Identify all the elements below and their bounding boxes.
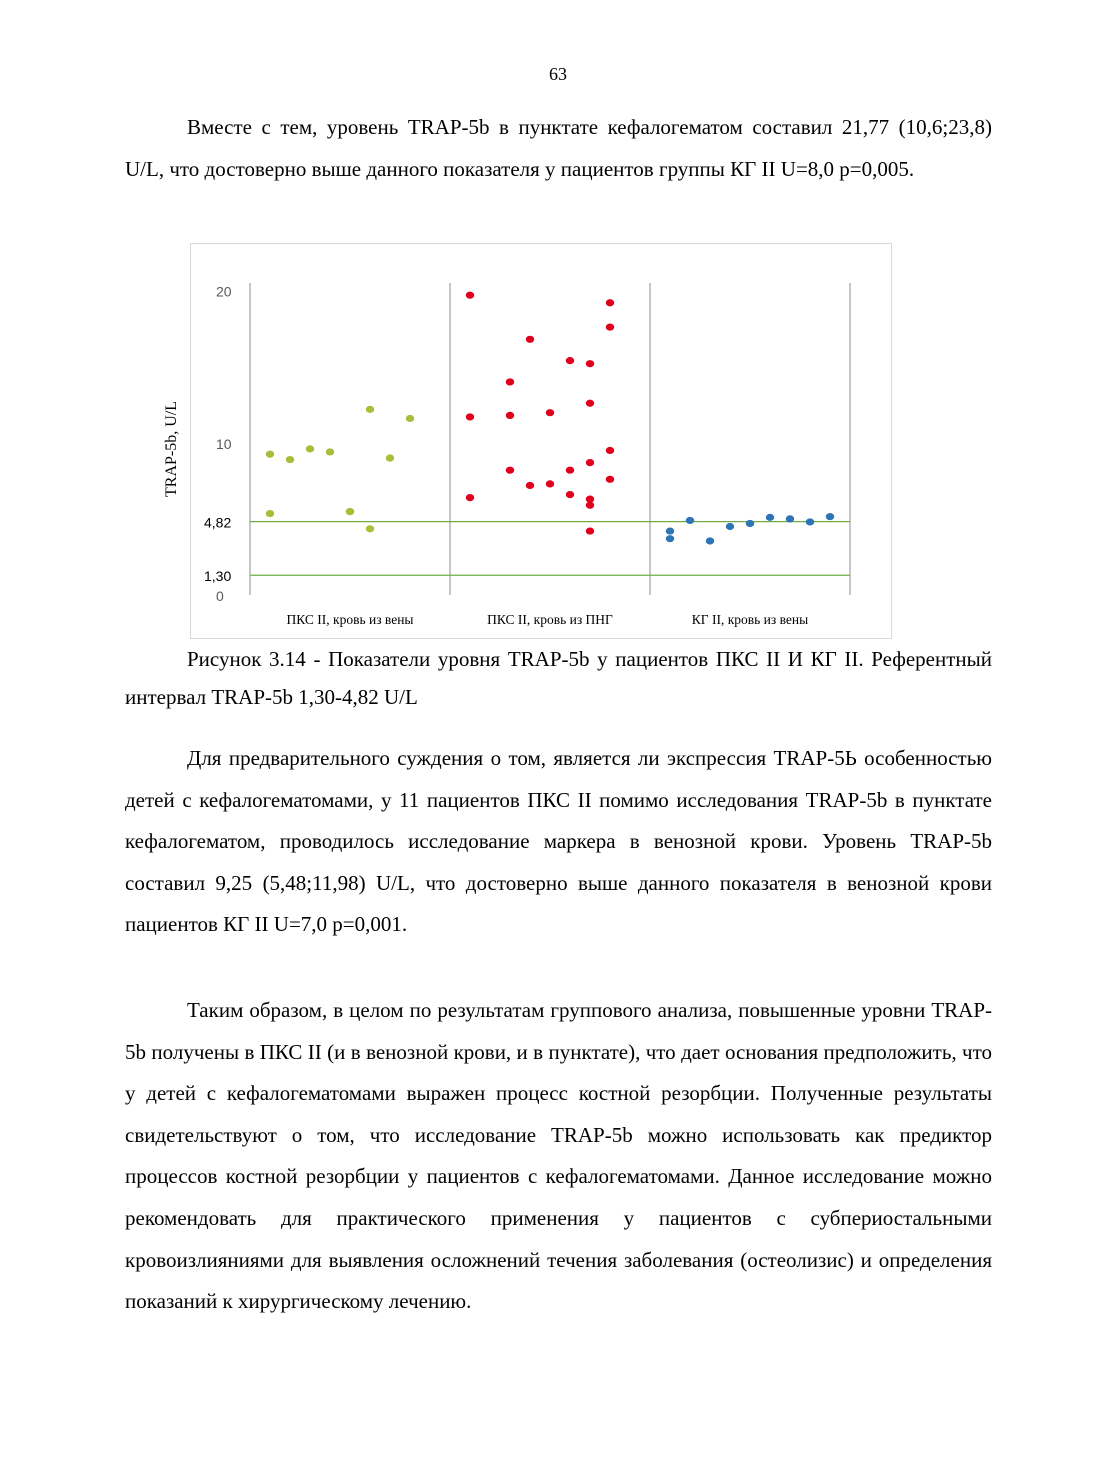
- paragraph-intro: Вместе с тем, уровень TRAP-5b в пунктате кефалогематом составил 21,77 (10,6;23,8) U/L, что достоверно выше данного показателя у пациентов группы КГ II U=8,0 p=0,005.: [125, 115, 992, 181]
- y-axis-label: TRAP-5b, U/L: [163, 401, 180, 497]
- data-point: [326, 448, 334, 455]
- data-point: [746, 520, 754, 527]
- data-point: [586, 400, 594, 407]
- category-label: ПКС II, кровь из ПНГ: [487, 612, 613, 627]
- y-tick-label: 10: [216, 435, 232, 452]
- data-point: [786, 515, 794, 522]
- data-point: [506, 378, 514, 385]
- reference-line-label: 4,82: [204, 514, 232, 531]
- data-point: [706, 537, 714, 544]
- data-point: [506, 412, 514, 419]
- data-point: [506, 467, 514, 474]
- data-point: [586, 502, 594, 509]
- data-point: [466, 292, 474, 299]
- data-point: [566, 467, 574, 474]
- data-point: [286, 456, 294, 463]
- data-point: [806, 518, 814, 525]
- scatter-chart: [163, 243, 892, 639]
- data-point: [666, 527, 674, 534]
- data-point: [766, 514, 774, 521]
- data-point: [266, 451, 274, 458]
- data-point: [546, 409, 554, 416]
- data-point: [386, 454, 394, 461]
- figure-trap5b-scatter: [163, 243, 892, 639]
- data-point: [466, 494, 474, 501]
- data-point: [406, 415, 414, 422]
- data-point: [266, 510, 274, 517]
- chart-frame: [191, 244, 892, 639]
- data-point: [726, 523, 734, 530]
- paragraph-conclusion: Таким образом, в целом по результатам группового анализа, повышенные уровни TRAP-5b получены в ПКС II (и в венозной крови, и в пунктате), что дает основания предположить, что у детей с кефалогематомами выражен процесс костной резорбции. Полученные результаты свидетельствуют о том, что исследование TRAP-5b можно использовать как предиктор процессов костной резорбции у пациентов с кефалогематомами. Данное исследование можно рекомендовать для практического применения у пациентов с субпериостальными кровоизлияниями для выявления осложнений течения заболевания (остеолизис) и определения показаний к хирургическому лечению.: [125, 998, 992, 1314]
- data-point: [606, 476, 614, 483]
- paragraph-venous-blood: Для предварительного суждения о том, является ли экспрессия TRAP-5Ь особенностью детей с кефалогематомами, у 11 пациентов ПКС II помимо исследования TRAP-5b в пунктате кефалогематом, проводилось исследование маркера в венозной крови. Уровень TRAP-5b составил 9,25 (5,48;11,98) U/L, что достоверно выше данного показателя в венозной крови пациентов КГ II U=7,0 p=0,001.: [125, 746, 992, 937]
- data-point: [686, 517, 694, 524]
- y-tick-label: 0: [216, 588, 224, 604]
- data-point: [586, 459, 594, 466]
- data-point: [606, 299, 614, 306]
- data-point: [566, 357, 574, 364]
- data-point: [346, 508, 354, 515]
- data-point: [306, 445, 314, 452]
- data-point: [606, 447, 614, 454]
- data-point: [526, 336, 534, 343]
- data-point: [826, 513, 834, 520]
- data-point: [546, 480, 554, 487]
- reference-line-label: 1,30: [204, 568, 232, 585]
- data-point: [586, 360, 594, 367]
- data-point: [566, 491, 574, 498]
- data-point: [366, 406, 374, 413]
- data-point: [666, 535, 674, 542]
- category-label: КГ II, кровь из вены: [691, 612, 809, 627]
- figure-caption: Рисунок 3.14 - Показатели уровня TRAP-5b у пациентов ПКС II И КГ II. Референтный интервал TRAP-5b 1,30-4,82 U/L: [125, 647, 992, 709]
- data-point: [526, 482, 534, 489]
- data-point: [466, 413, 474, 420]
- data-point: [586, 527, 594, 534]
- page-number: 63: [549, 64, 567, 84]
- category-label: ПКС II, кровь из вены: [286, 612, 414, 627]
- y-tick-label: 20: [216, 283, 232, 300]
- data-point: [366, 525, 374, 532]
- data-point: [606, 324, 614, 331]
